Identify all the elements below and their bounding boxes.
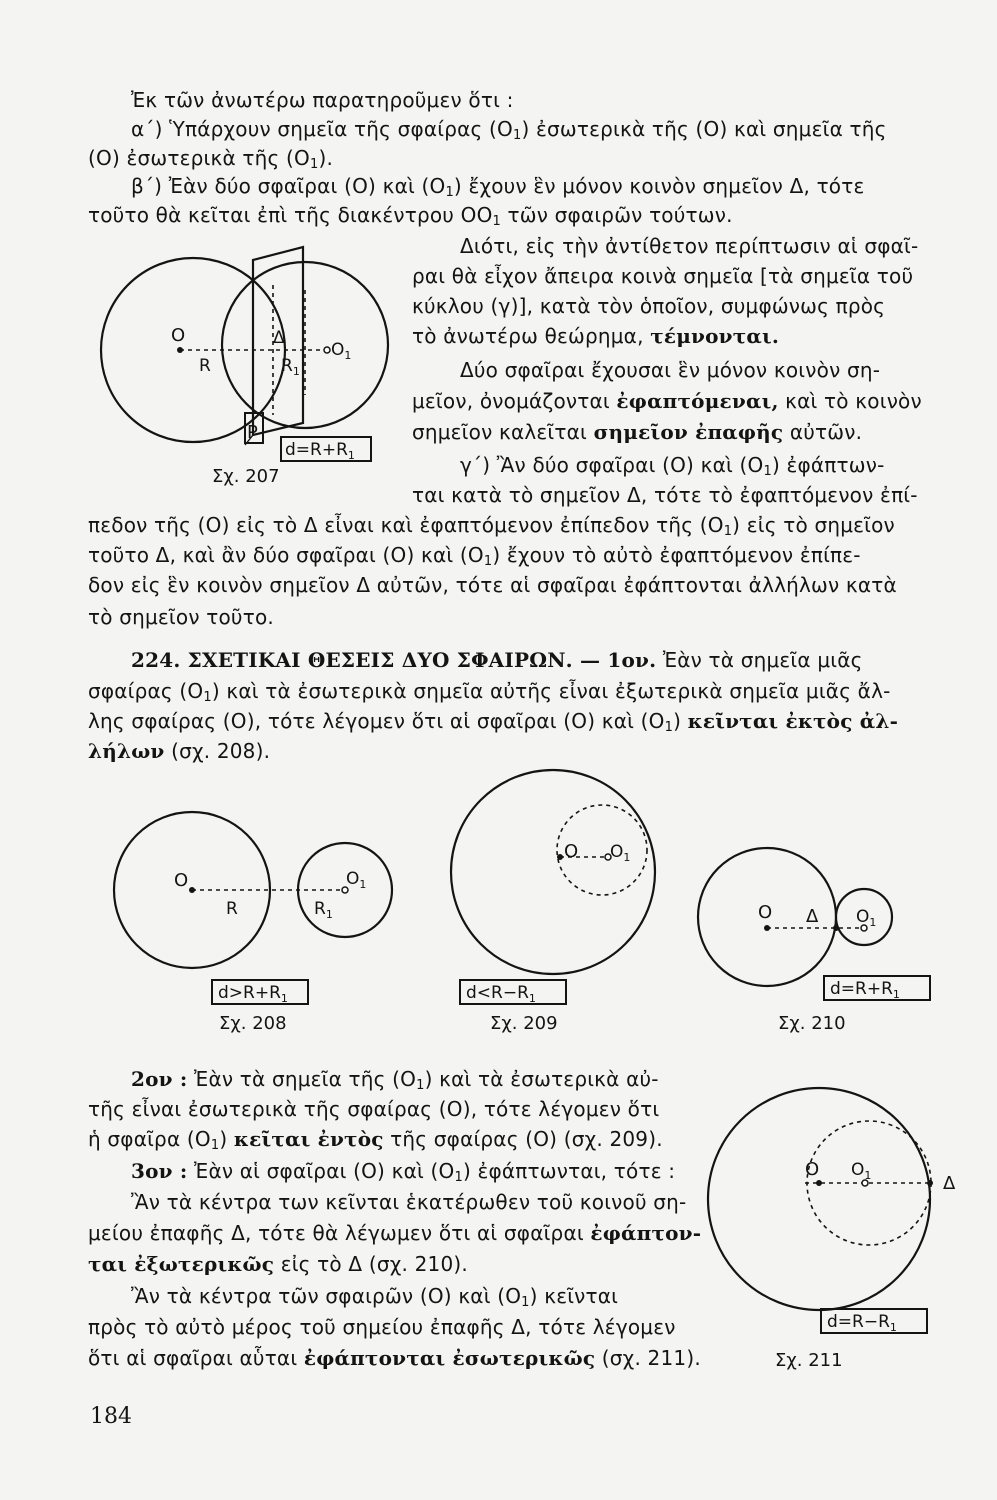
text-line: λης σφαίρας (O), τότε λέγομεν ὅτι αἱ σφαῖραι (O) καὶ $(O_1)$ κεῖνται ἐκτὸς ἀλ-	[88, 709, 899, 735]
label-o: O	[564, 841, 579, 862]
text-line: μεῖον, ὀνομάζονται ἐφαπτόμεναι, καὶ τὸ κοινὸν	[412, 389, 922, 413]
point-delta	[833, 925, 839, 931]
formula: $d=R+R_1$	[285, 440, 355, 462]
figure-208	[108, 800, 408, 1015]
caption-209: Σχ. 209	[490, 1013, 558, 1034]
label-o: O	[758, 902, 773, 923]
label-delta: Δ	[943, 1173, 956, 1194]
text-line: τοῦτο Δ, καὶ ἂν δύο σφαῖραι (O) καὶ $(O_1)$ ἔχουν τὸ αὐτὸ ἐφαπτόμενον ἐπίπε-	[88, 543, 861, 569]
point-o	[189, 887, 195, 893]
formula: $d=R-R_1$	[827, 1312, 897, 1334]
point-o	[764, 925, 770, 931]
caption-211: Σχ. 211	[775, 1350, 843, 1371]
label-r: R	[226, 899, 238, 919]
label-o1: $O_1$	[851, 1160, 872, 1182]
text-line: Ἂν τὰ κέντρα των κεῖνται ἑκατέρωθεν τοῦ κοινοῦ ση-	[131, 1190, 687, 1214]
text-line: ται ἐξωτερικῶς εἰς τὸ Δ (σχ. 210).	[88, 1252, 468, 1276]
text-line: μείου ἐπαφῆς Δ, τότε θὰ λέγωμεν ὅτι αἱ σφαῖραι ἐφάπτον-	[88, 1221, 702, 1245]
text-line: β΄) Ἐὰν δύο σφαῖραι (O) καὶ $(O_1)$ ἔχουν ἓν μόνον κοινὸν σημεῖον Δ, τότε	[131, 174, 865, 200]
text-line: δον εἰς ἓν κοινὸν σημεῖον Δ αὐτῶν, τότε αἱ σφαῖραι ἐφάπτονται ἀλλήλων κατὰ	[88, 573, 897, 597]
sphere-o	[101, 258, 285, 442]
text-line: σημεῖον καλεῖται σημεῖον ἐπαφῆς αὐτῶν.	[412, 420, 863, 444]
label-o1: $O_1$	[610, 842, 631, 864]
text-line: 2ον : Ἐὰν τὰ σημεῖα τῆς $(O_1)$ καὶ τὰ ἐσωτερικὰ αὐ-	[131, 1067, 659, 1093]
text-line: πεδον τῆς (O) εἰς τὸ Δ εἶναι καὶ ἐφαπτόμενον ἐπίπεδον τῆς $(O_1)$ εἰς τὸ σημεῖον	[88, 513, 895, 539]
text-line: α΄) Ὑπάρχουν σημεῖα τῆς σφαίρας $(O_1)$ ἐσωτερικὰ τῆς (O) καὶ σημεῖα τῆς	[131, 117, 887, 143]
label-o1: $O_1$	[331, 340, 352, 362]
formula: $d=R+R_1$	[830, 979, 900, 1001]
point-o	[557, 854, 563, 860]
text-line: τὸ σημεῖον τοῦτο.	[88, 605, 274, 629]
formula: $d<R-R_1$	[466, 983, 536, 1005]
text-line: ραι θὰ εἶχον ἄπειρα κοινὰ σημεῖα [τὰ σημεῖα τοῦ	[412, 264, 914, 288]
text-line: Ἂν τὰ κέντρα τῶν σφαιρῶν (O) καὶ $(O_1)$ κεῖνται	[131, 1284, 619, 1310]
figure-207	[95, 255, 405, 495]
label-r: R	[199, 356, 211, 376]
text-line: ται κατὰ τὸ σημεῖον Δ, τότε τὸ ἐφαπτόμενον ἐπί-	[412, 483, 918, 507]
text-line: τὸ ἀνωτέρω θεώρημα, τέμνονται.	[412, 324, 780, 348]
point-o	[816, 1180, 822, 1186]
point-o	[177, 347, 183, 353]
section-heading: 224. ΣΧΕΤΙΚΑΙ ΘΕΣΕΙΣ ΔΥΟ ΣΦΑΙΡΩΝ. — 1ον. Ἐὰν τὰ σημεῖα μιᾶς	[131, 648, 863, 672]
text-line: σφαίρας $(O_1)$ καὶ τὰ ἐσωτερικὰ σημεῖα αὐτῆς εἶναι ἐξωτερικὰ σημεῖα μιᾶς ἄλ-	[88, 679, 891, 705]
caption-207: Σχ. 207	[212, 466, 280, 487]
caption-210: Σχ. 210	[778, 1013, 846, 1034]
text-line: λήλων (σχ. 208).	[88, 739, 271, 763]
text-line: (O) ἐσωτερικὰ τῆς $(O_1)$.	[88, 146, 333, 172]
formula: $d>R+R_1$	[218, 983, 288, 1005]
figure-211	[705, 1085, 965, 1345]
text-line: πρὸς τὸ αὐτὸ μέρος τοῦ σημείου ἐπαφῆς Δ, τότε λέγομεν	[88, 1315, 676, 1339]
sphere-o	[708, 1088, 930, 1310]
label-o1: $O_1$	[856, 907, 877, 929]
label-o1: $O_1$	[346, 869, 367, 891]
text-line: ἡ σφαῖρα $(O_1)$ κεῖται ἐντὸς τῆς σφαίρας (O) (σχ. 209).	[88, 1127, 663, 1153]
label-r1: $R_1$	[314, 899, 333, 921]
sphere-o1	[222, 262, 388, 428]
sphere-o	[451, 770, 655, 974]
caption-208: Σχ. 208	[219, 1013, 287, 1034]
label-o: O	[174, 870, 189, 891]
figure-209	[440, 765, 690, 1010]
label-delta: Δ	[273, 328, 285, 348]
label-r1: $R_1$	[281, 356, 300, 378]
text-line: Ἐκ τῶν ἀνωτέρω παρατηροῦμεν ὅτι :	[131, 88, 514, 112]
text-line: κύκλου (γ)], κατὰ τὸν ὁποῖον, συμφώνως πρὸς	[412, 294, 886, 318]
point-delta	[927, 1180, 933, 1186]
figure-210	[690, 840, 940, 1010]
label-o: O	[805, 1159, 820, 1180]
label-o: O	[171, 325, 186, 346]
text-line: τοῦτο θὰ κεῖται ἐπὶ τῆς διακέντρου $OO_1$ τῶν σφαιρῶν τούτων.	[88, 203, 733, 229]
text-line: Δύο σφαῖραι ἔχουσαι ἓν μόνον κοινὸν ση-	[460, 358, 881, 382]
text-line: τῆς εἶναι ἐσωτερικὰ τῆς σφαίρας (O), τότε λέγομεν ὅτι	[88, 1097, 660, 1121]
label-delta: Δ	[806, 906, 819, 927]
point-o1	[324, 347, 330, 353]
label-p: P	[247, 422, 258, 443]
page-number: 184	[90, 1404, 132, 1429]
text-line: 3ον : Ἐὰν αἱ σφαῖραι (O) καὶ $(O_1)$ ἐφάπτωνται, τότε :	[131, 1159, 676, 1185]
text-line: γ΄) Ἂν δύο σφαῖραι (O) καὶ $(O_1)$ ἐφάπτων-	[460, 453, 885, 479]
text-line: ὅτι αἱ σφαῖραι αὗται ἐφάπτονται ἐσωτερικῶς (σχ. 211).	[88, 1346, 701, 1370]
text-line: Διότι, εἰς τὴν ἀντίθετον περίπτωσιν αἱ σφαῖ-	[460, 234, 919, 258]
